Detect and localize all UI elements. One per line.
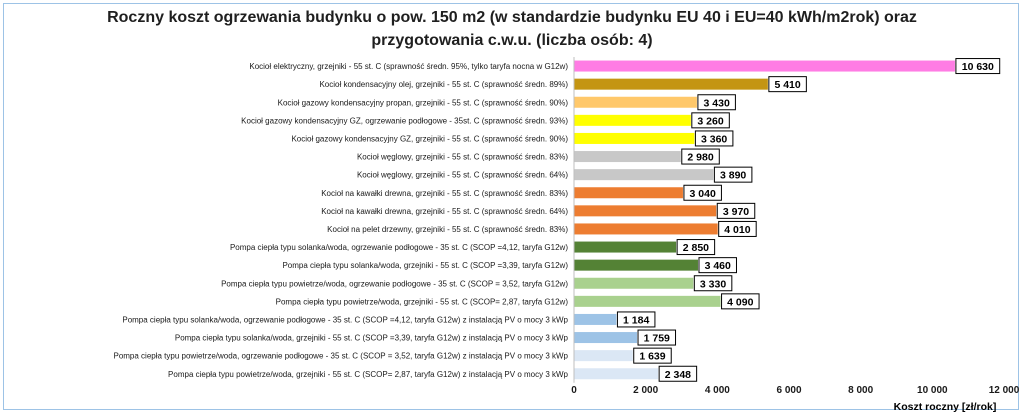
data-label: 5 410: [774, 79, 801, 92]
bar: [574, 368, 658, 379]
data-label: 2 980: [687, 151, 714, 164]
category-label: Kocioł węglowy, grzejniki - 55 st. C (sprawność średn. 83%): [356, 152, 568, 162]
category-label: Kocioł na kawałki drewna, grzejniki - 55 st. C (sprawność średn. 64%): [321, 206, 568, 216]
data-label: 3 970: [722, 205, 750, 218]
bar: [574, 61, 955, 72]
bar: [574, 79, 768, 90]
bar: [574, 350, 633, 361]
data-label: 3 360: [701, 133, 728, 146]
bar: [574, 314, 616, 325]
bar: [574, 296, 721, 307]
data-label: 3 260: [697, 115, 724, 128]
data-label: 10 630: [961, 61, 994, 74]
x-tick-label: 0: [571, 385, 577, 396]
category-label: Pompa ciepła typu solanka/woda, ogrzewanie podłogowe - 35 st. C (SCOP =4,12, taryfa G12w): [229, 243, 568, 253]
x-tick-label: 2 000: [633, 385, 659, 396]
x-tick-label: 4 000: [704, 385, 730, 396]
bar: [574, 242, 676, 253]
category-label: Kocioł węglowy, grzejniki - 55 st. C (sprawność średn. 64%): [356, 170, 568, 180]
x-tick-label: 8 000: [848, 385, 874, 396]
category-label: Pompa ciepła typu solanka/woda, grzejniki - 55 st. C (SCOP =3,39, taryfa G12w): [282, 261, 568, 271]
data-label: 1 639: [639, 350, 666, 363]
bar: [574, 169, 713, 180]
category-label: Pompa ciepła typu powietrze/woda, grzejniki - 55 st. C (SCOP= 2,87, taryfa G12w): [275, 297, 568, 307]
chart-title-line: przygotowania c.w.u. (liczba osób: 4): [371, 32, 653, 49]
data-label: 3 430: [703, 97, 730, 110]
data-label: 3 330: [699, 278, 727, 291]
category-label: Kocioł kondensacyjny olej, grzejniki - 55 st. C (sprawność średn. 89%): [319, 80, 568, 90]
bar: [574, 151, 681, 162]
category-label: Kocioł elektryczny, grzejniki - 55 st. C (sprawność średn. 95%, tylko taryfa nocna w G12w): [249, 62, 568, 72]
x-tick-label: 10 000: [917, 385, 948, 396]
category-label: Pompa ciepła typu solanka/woda, grzejniki - 55 st. C (SCOP =3,39, taryfa G12w) z instalacją PV o mocy 3 kWp: [174, 333, 568, 343]
x-tick-label: 6 000: [776, 385, 802, 396]
data-label: 3 890: [720, 169, 747, 182]
bar: [574, 260, 698, 271]
category-label: Kocioł gazowy kondensacyjny propan, grzejniki - 55 st. C (sprawność średn. 90%): [277, 98, 568, 108]
category-label: Pompa ciepła typu powietrze/woda, grzejniki - 55 st. C (SCOP= 2,87, taryfa G12w) z instalacją PV o mocy 3 kWp: [168, 369, 568, 379]
category-label: Pompa ciepła typu powietrze/woda, ogrzewanie podłogowe - 35 st. C (SCOP = 3,52, taryfa G12w): [221, 279, 568, 289]
bar: [574, 332, 637, 343]
data-label: 2 850: [682, 242, 710, 255]
bar: [574, 97, 697, 108]
category-labels: [113, 62, 568, 379]
category-label: Pompa ciepła typu powietrze/woda, ogrzewanie podłogowe - 35 st. C (SCOP = 3,52, taryfa G12w) z instalacją PV o mocy 3 kWp: [113, 351, 568, 361]
category-label: Pompa ciepła typu solanka/woda, ogrzewanie podłogowe - 35 st. C (SCOP =4,12, taryfa G12w) z instalacją PV o mocy 3 kWp: [122, 315, 568, 325]
chart-title-line: Roczny koszt ogrzewania budynku o pow. 150 m2 (w standardzie budynku EU 40 i EU=40 kWh/m2rok) oraz: [107, 9, 917, 26]
bar: [574, 133, 694, 144]
category-label: Kocioł na pelet drzewny, grzejniki - 55 st. C (sprawność średn. 83%): [327, 224, 568, 234]
category-label: Kocioł na kawałki drewna, grzejniki - 55 st. C (sprawność średn. 83%): [321, 188, 568, 198]
category-label: Kocioł gazowy kondensacyjny GZ, ogrzewanie podłogowe - 35st. C (sprawność średn. 93%): [241, 116, 568, 126]
data-label: 4 090: [727, 296, 754, 309]
data-label: 1 759: [643, 332, 670, 345]
x-tick-label: 12 000: [988, 385, 1020, 396]
data-label: 2 348: [664, 368, 692, 381]
data-label: 4 010: [724, 223, 751, 236]
bar: [574, 278, 693, 289]
bar: [574, 187, 683, 198]
bars-layer: [574, 59, 1000, 382]
bar: [574, 223, 718, 234]
data-label: 3 460: [704, 260, 731, 273]
category-label: Kocioł gazowy kondensacyjny GZ, grzejniki - 55 st. C (sprawność średn. 90%): [291, 134, 568, 144]
x-axis-title: Koszt roczny [zł/rok]: [893, 401, 997, 413]
data-label: 3 040: [689, 187, 716, 200]
bar: [574, 205, 716, 216]
data-label: 1 184: [623, 314, 650, 327]
bar: [574, 115, 691, 126]
